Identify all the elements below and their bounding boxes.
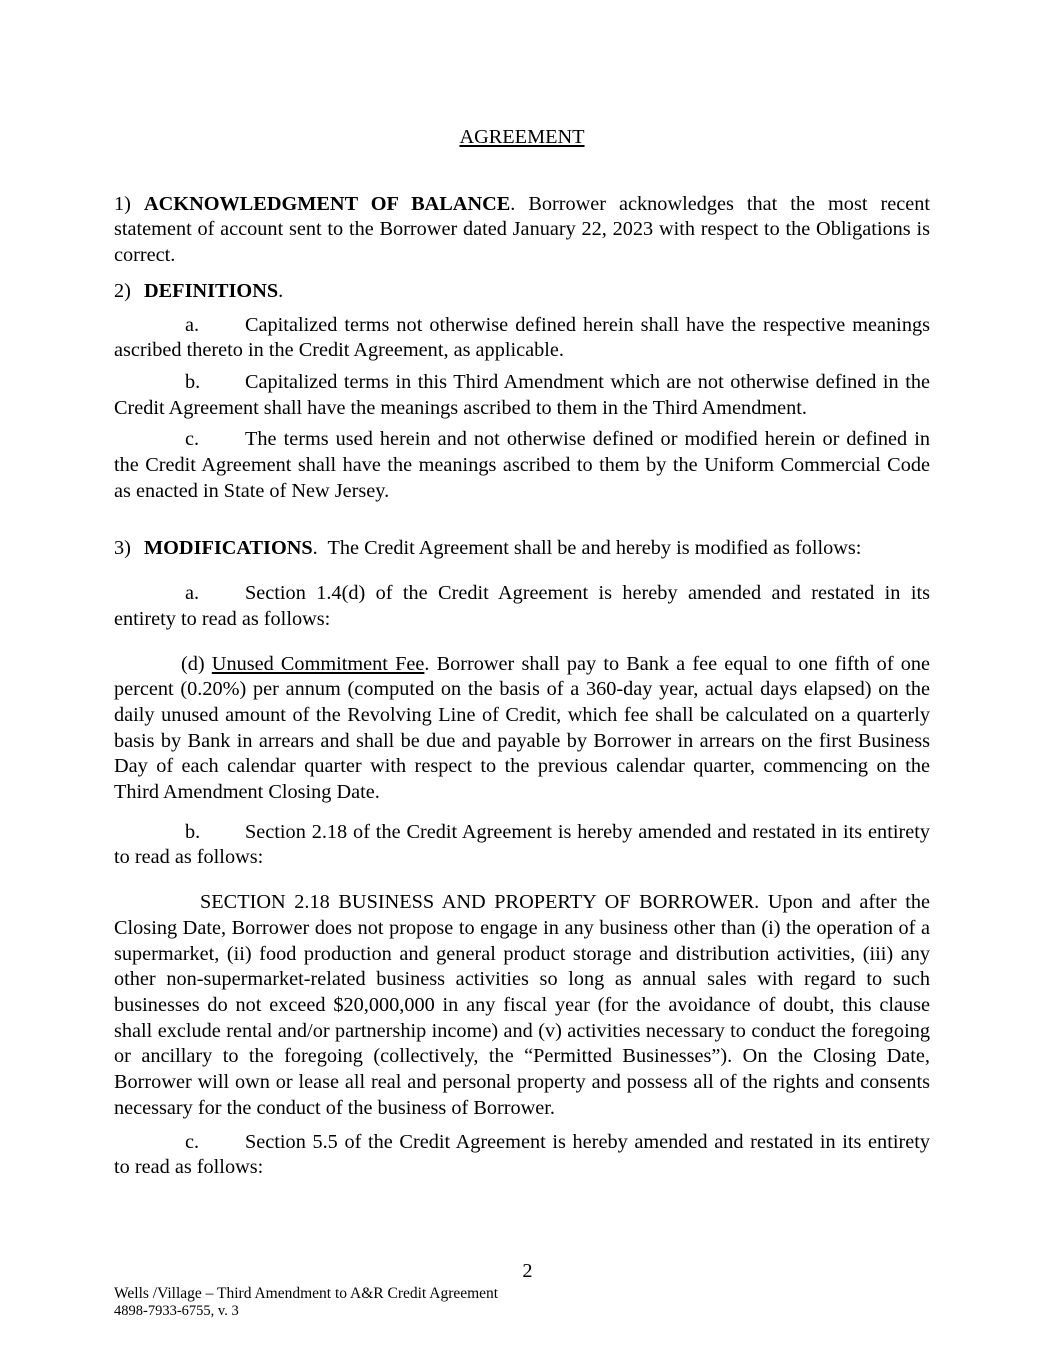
modifications-item-a bbox=[114, 581, 930, 632]
definitions-item-b bbox=[114, 370, 930, 421]
list-marker: b. bbox=[185, 370, 201, 393]
page-title: AGREEMENT bbox=[459, 126, 585, 148]
section-number: 1) bbox=[114, 192, 131, 215]
clause-text: . Borrower shall pay to Bank a fee equal to one fifth of one percent (0.20%) per annum (computed on the basis of a 360-day year, actual days elapsed) on the daily unused amount of the Revolving Line of Credit, which fee shall be calculated on a quarterly basis by Bank in arrears and shall be due and payable by Borrower in arrears on the first Business Day of each calendar quarter with respect to the previous calendar quarter, commencing on the Third Amendment Closing Date. bbox=[114, 652, 930, 804]
list-marker: a. bbox=[185, 582, 200, 605]
section-number: 2) bbox=[114, 279, 131, 302]
section-3-modifications bbox=[114, 536, 930, 562]
section-text: . Borrower acknowledges that the most recent statement of account sent to the Borrower dated January 22, 2023 with respect to the Obligations is correct. bbox=[114, 192, 930, 267]
clause-marker: (d) bbox=[181, 652, 212, 675]
unused-commitment-fee-clause bbox=[114, 652, 930, 806]
section-heading: MODIFICATIONS bbox=[144, 537, 313, 560]
section-2-18-business-and-property-clause bbox=[114, 890, 930, 1121]
section-number: 3) bbox=[114, 537, 131, 560]
section-text: . The Credit Agreement shall be and hereby is modified as follows: bbox=[312, 537, 862, 560]
item-text: Capitalized terms not otherwise defined herein shall have the respective meanings ascribed thereto in the Credit Agreement, as applicable. bbox=[114, 313, 930, 362]
page-number: 2 bbox=[522, 1260, 533, 1282]
section-text: . bbox=[278, 279, 284, 302]
section-1-acknowledgment-of-balance bbox=[114, 192, 930, 269]
list-marker: b. bbox=[185, 820, 201, 843]
list-marker: c. bbox=[185, 1130, 200, 1153]
footer-document-id: 4898-7933-6755, v. 3 bbox=[114, 1303, 239, 1319]
list-marker: a. bbox=[185, 313, 200, 336]
item-text: Capitalized terms in this Third Amendment which are not otherwise defined in the Credit Agreement shall have the meanings ascribed to them in the Third Amendment. bbox=[114, 370, 930, 419]
list-marker: c. bbox=[185, 428, 200, 451]
item-text: Section 1.4(d) of the Credit Agreement is hereby amended and restated in its entirety to read as follows: bbox=[114, 582, 930, 630]
clause-title-underlined: Unused Commitment Fee bbox=[211, 652, 425, 675]
definitions-item-a bbox=[114, 313, 930, 364]
item-text: The terms used herein and not otherwise defined or modified herein or defined in the Credit Agreement shall have the meanings ascribed to them by the Uniform Commercial Code as enacted in State of New Jersey. bbox=[114, 428, 930, 502]
modifications-item-b bbox=[114, 820, 930, 871]
footer-document-name: Wells /Village – Third Amendment to A&R Credit Agreement bbox=[114, 1285, 499, 1302]
document-body bbox=[114, 0, 930, 1181]
clause-text: SECTION 2.18 BUSINESS AND PROPERTY OF BORROWER. Upon and after the Closing Date, Borrower does not propose to engage in any business other than (i) the operation of a supermarket, (ii) food production and general product storage and distribution activities, (iii) any other non-supermarket-related business activities so long as annual sales with regard to such businesses do not exceed $20,000,000 in any fiscal year (for the avoidance of doubt, this clause shall exclude rental and/or partnership income) and (v) activities necessary to conduct the foregoing or ancillary to the foregoing (collectively, the “Permitted Businesses”). On the Closing Date, Borrower will own or lease all real and personal property and possess all of the rights and consents necessary for the conduct of the business of Borrower. bbox=[114, 891, 930, 1119]
item-text: Section 5.5 of the Credit Agreement is hereby amended and restated in its entirety to read as follows: bbox=[114, 1130, 930, 1179]
section-heading: ACKNOWLEDGMENT OF BALANCE bbox=[144, 192, 511, 215]
section-2-definitions bbox=[114, 279, 930, 305]
definitions-item-c bbox=[114, 427, 930, 504]
modifications-item-c bbox=[114, 1130, 930, 1181]
section-heading: DEFINITIONS bbox=[144, 279, 279, 302]
item-text: Section 2.18 of the Credit Agreement is hereby amended and restated in its entirety to read as follows: bbox=[114, 820, 930, 869]
